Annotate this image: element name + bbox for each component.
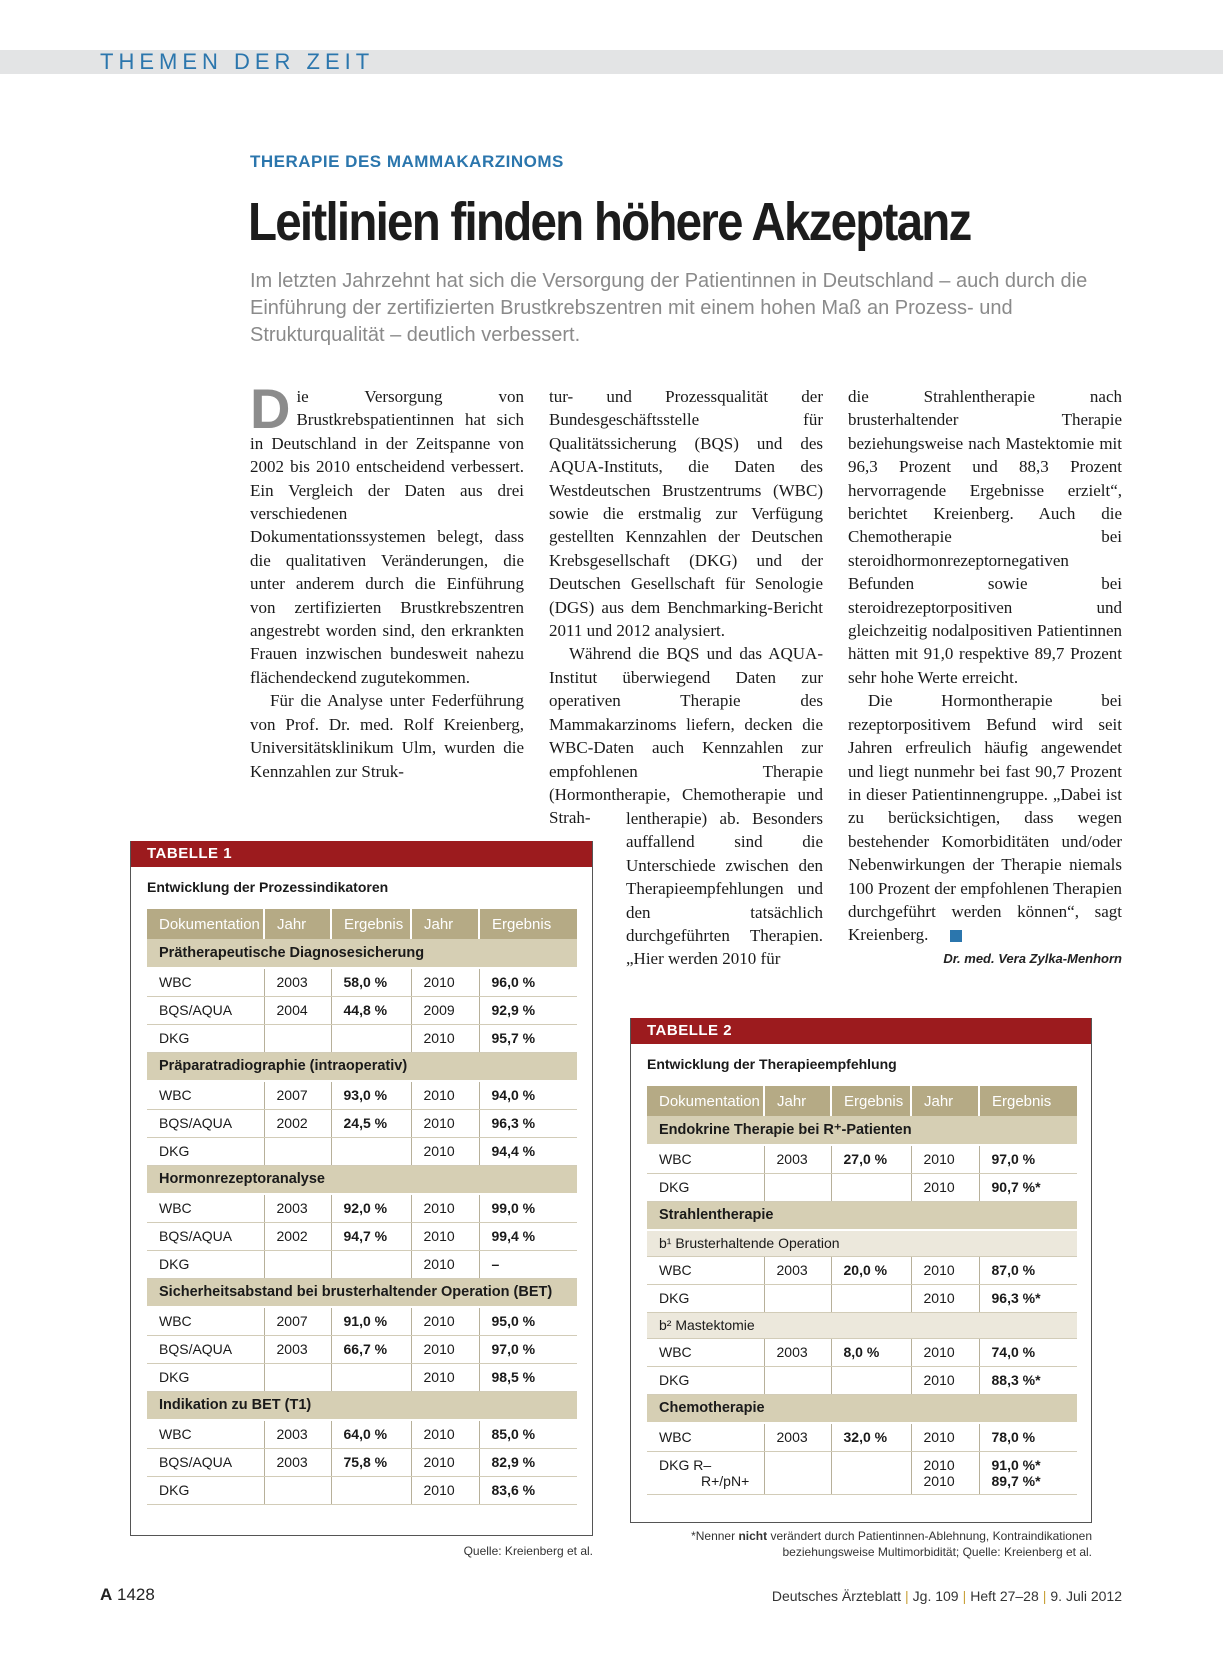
paragraph: ie Versorgung von Brustkrebspatientinnen hat sich in Deutschland in der Zeitspanne von 2002 bis 2010 entscheidend verbessert. Ein Vergleich der Daten aus drei verschiedenen Dokumentationssystemen belegt, dass die qualitativen Veränderungen, die unter anderem durch die Einführung von zertifizierten Brustkrebszentren angestrebt worden sind, den erkrankten Frauen inzwischen bundesweit nahezu flächendeckend zugutekommen. [250, 387, 524, 687]
cell-result [331, 1024, 411, 1052]
cell-result [331, 1363, 411, 1391]
article-column-1 [250, 377, 524, 783]
group-title: Sicherheitsabstand bei brusterhaltender Operation (BET) [147, 1278, 577, 1307]
cell-line: 2010 [923, 1472, 955, 1489]
cell-doc: BQS/AQUA [147, 1448, 264, 1476]
cell-year: 2004 [264, 996, 331, 1024]
cell-year: 2010 [411, 1137, 479, 1165]
table-row [647, 1423, 1077, 1451]
separator: | [905, 1588, 909, 1604]
group-row [647, 1394, 1077, 1423]
group-title: Indikation zu BET (T1) [147, 1391, 577, 1420]
cell-doc: DKG [147, 1476, 264, 1504]
cell-year: 2010 [911, 1145, 979, 1173]
cell-result [331, 1250, 411, 1278]
cell-result: 32,0 % [831, 1423, 911, 1451]
table-row [147, 1476, 577, 1504]
footnote-text: verändert durch Patientinnen-Ablehnung, Kontraindikationen [767, 1529, 1092, 1543]
paragraph-text: Die Hormontherapie bei rezeptorpositivem Befund wird seit Jahren erfreulich häufig angewendet und liegt nunmehr bei fast 90,7 Prozent in dieser Patientinnengruppe. „Dabei ist zu berücksichtigen, dass wegen bestehender Komorbiditäten und/oder Nebenwirkungen der Therapie niemals 100 Prozent der empfohlenen Therapien durchgeführt werden können“, sagt Kreienberg. [848, 691, 1122, 945]
table-source: Quelle: Kreienberg et al. [463, 1544, 593, 1558]
table-caption: Entwicklung der Therapieempfehlung [647, 1056, 897, 1072]
cell-year: 2010 [411, 1250, 479, 1278]
table-row [147, 1420, 577, 1448]
cell-doc: DKG [147, 1137, 264, 1165]
column-header: Jahr [264, 909, 331, 939]
paragraph: Für die Analyse unter Federführung von Prof. Dr. med. Rolf Kreienberg, Universitätsklinikum Ulm, wurden die Kennzahlen zur Struk- [250, 691, 524, 781]
column-header: Ergebnis [331, 909, 411, 939]
cell-result: 95,7 % [479, 1024, 577, 1052]
group-title: Chemotherapie [647, 1394, 1077, 1423]
table-row [647, 1451, 1077, 1494]
column-header: Jahr [911, 1086, 979, 1116]
data-table [647, 1086, 1077, 1495]
column-header: Jahr [764, 1086, 831, 1116]
table-row [147, 968, 577, 996]
paragraph: Während die BQS und das AQUA-Institut überwiegend Daten zur operativen Therapie des Mammakarzinoms liefern, decken die WBC-Daten auch Kennzahlen zur empfohlenen Therapie (Hormontherapie, Chemotherapie und Strah- [549, 644, 823, 828]
cell-result: 97,0 % [479, 1335, 577, 1363]
table-2 [630, 1018, 1092, 1523]
cell-result [831, 1366, 911, 1394]
cell-doc: DKG [647, 1284, 764, 1312]
cell-doc: WBC [647, 1256, 764, 1284]
footnote-line: beziehungsweise Multimorbidität; Quelle: Kreienberg et al. [782, 1545, 1092, 1559]
cell-year: 2003 [264, 1420, 331, 1448]
drop-cap: D [250, 377, 291, 440]
paragraph: die Strahlentherapie nach brusterhaltender Therapie beziehungsweise nach Mastektomie mit 96,3 Prozent und 88,3 Prozent hervorragende Ergebnisse erzielt“, berichtet Kreienberg. Auch die Chemotherapie bei steroidhormonrezeptornegativen Befunden sowie bei steroidrezeptorpositiven und gleichzeitig nodalpositiven Patientinnen hätten mit 91,0 respektive 89,7 Prozent sehr hohe Werte erreicht. [848, 387, 1122, 687]
group-row [647, 1201, 1077, 1230]
cell-result: 87,0 % [979, 1256, 1077, 1284]
cell-doc: BQS/AQUA [147, 1335, 264, 1363]
cell-result: 58,0 % [331, 968, 411, 996]
article-column-3 [848, 385, 1122, 947]
page-prefix: A [100, 1585, 113, 1604]
cell-year: 2007 [264, 1081, 331, 1109]
table-row [147, 1363, 577, 1391]
table-row [147, 1024, 577, 1052]
cell-result: 27,0 % [831, 1145, 911, 1173]
cell-result [331, 1137, 411, 1165]
header-row [647, 1086, 1077, 1116]
journal-date: 9. Juli 2012 [1050, 1588, 1122, 1604]
article-lead: Im letzten Jahrzehnt hat sich die Versorgung der Patientinnen in Deutschland – auch durch die Einführung der zertifizierten Brustkrebszentren mit einem hohen Maß an Prozess- und Strukturqualität – deutlich verbessert. [250, 270, 1088, 346]
group-title: Hormonrezeptoranalyse [147, 1165, 577, 1194]
article-title: Leitlinien finden höhere Akzeptanz [248, 192, 971, 252]
cell-result: 8,0 % [831, 1338, 911, 1366]
separator: | [1042, 1588, 1047, 1604]
cell-year: 2003 [764, 1338, 831, 1366]
group-title: Strahlentherapie [647, 1201, 1077, 1230]
cell-year: 2010 [411, 1081, 479, 1109]
cell-year: 2003 [264, 1194, 331, 1222]
column-header: Ergebnis [479, 909, 577, 939]
cell-year: 2010 [911, 1284, 979, 1312]
journal-issue: Heft 27–28 [970, 1588, 1039, 1604]
subgroup-row [647, 1312, 1077, 1338]
cell-year [764, 1366, 831, 1394]
header-row [147, 909, 577, 939]
table-row [647, 1256, 1077, 1284]
cell-result: 92,0 % [331, 1194, 411, 1222]
table-row [647, 1145, 1077, 1173]
cell-year: 2010 [411, 1307, 479, 1335]
cell-year: 2010 [911, 1423, 979, 1451]
cell-result: 74,0 % [979, 1338, 1077, 1366]
group-row [147, 1165, 577, 1194]
cell-year: 2010 [911, 1256, 979, 1284]
cell-year [911, 1451, 979, 1494]
end-mark-icon [950, 930, 962, 942]
cell-year: 2009 [411, 996, 479, 1024]
footnote-text: *Nenner [691, 1529, 739, 1543]
group-title: Endokrine Therapie bei R⁺-Patienten [647, 1116, 1077, 1145]
cell-doc: DKG [147, 1024, 264, 1052]
cell-line: 91,0 %* [991, 1456, 1041, 1473]
group-row [147, 939, 577, 968]
cell-year [764, 1451, 831, 1494]
cell-year: 2007 [264, 1307, 331, 1335]
group-row [647, 1116, 1077, 1145]
cell-result: 64,0 % [331, 1420, 411, 1448]
cell-result [831, 1451, 911, 1494]
column-header: Dokumentation [647, 1086, 764, 1116]
cell-result: 92,9 % [479, 996, 577, 1024]
article-column-2-continued [626, 807, 823, 971]
article-author: Dr. med. Vera Zylka-Menhorn [943, 951, 1122, 966]
table-row [647, 1284, 1077, 1312]
cell-result: 20,0 % [831, 1256, 911, 1284]
cell-doc: WBC [147, 1420, 264, 1448]
subgroup-row [647, 1230, 1077, 1256]
cell-doc: DKG [147, 1250, 264, 1278]
cell-year: 2010 [411, 1335, 479, 1363]
cell-result: 90,7 %* [979, 1173, 1077, 1201]
cell-line: R+/pN+ [701, 1472, 750, 1489]
cell-year [264, 1250, 331, 1278]
cell-line: 89,7 %* [991, 1472, 1041, 1489]
cell-result: 97,0 % [979, 1145, 1077, 1173]
cell-result: 83,6 % [479, 1476, 577, 1504]
table-row [147, 1222, 577, 1250]
table-row [647, 1338, 1077, 1366]
table-label: TABELLE 2 [631, 1018, 1091, 1044]
cell-year: 2010 [411, 1420, 479, 1448]
cell-doc: BQS/AQUA [147, 996, 264, 1024]
cell-doc: WBC [147, 1194, 264, 1222]
cell-doc: DKG [647, 1173, 764, 1201]
cell-year: 2010 [411, 968, 479, 996]
cell-year: 2010 [411, 1194, 479, 1222]
article-column-2 [549, 385, 823, 830]
table-row [647, 1366, 1077, 1394]
cell-year: 2010 [411, 1476, 479, 1504]
cell-result [979, 1451, 1077, 1494]
table-row [147, 1250, 577, 1278]
footnote-emphasis: nicht [738, 1529, 768, 1543]
table-row [147, 1194, 577, 1222]
cell-year [764, 1284, 831, 1312]
cell-year: 2003 [764, 1423, 831, 1451]
table-1 [130, 841, 593, 1536]
table-row [147, 1307, 577, 1335]
cell-doc: DKG [647, 1366, 764, 1394]
cell-result: 44,8 % [331, 996, 411, 1024]
cell-year: 2010 [411, 1448, 479, 1476]
paragraph: tur- und Prozessqualität der Bundesgeschäftsstelle für Qualitätssicherung (BQS) und des AQUA-Instituts, die Daten des Westdeutschen Brustzentrums (WBC) sowie die erstmalig zur Verfügung gestellten Kennzahlen der Deutschen Krebsgesellschaft (DKG) und der Deutschen Gesellschaft für Senologie (DGS) aus dem Benchmarking-Bericht 2011 und 2012 analysiert. [549, 387, 823, 641]
group-title: Prätherapeutische Diagnosesicherung [147, 939, 577, 968]
cell-result: 66,7 % [331, 1335, 411, 1363]
cell-result [831, 1284, 911, 1312]
cell-result: 78,0 % [979, 1423, 1077, 1451]
cell-year: 2010 [911, 1173, 979, 1201]
group-title: Präparatradiographie (intraoperativ) [147, 1052, 577, 1081]
cell-result: 95,0 % [479, 1307, 577, 1335]
cell-doc: BQS/AQUA [147, 1222, 264, 1250]
cell-year: 2003 [264, 1448, 331, 1476]
cell-doc: BQS/AQUA [147, 1109, 264, 1137]
cell-year [264, 1363, 331, 1391]
journal-name: Deutsches Ärzteblatt [771, 1588, 902, 1604]
column-header: Jahr [411, 909, 479, 939]
cell-doc: WBC [147, 1307, 264, 1335]
section-title: THEMEN DER ZEIT [100, 49, 375, 74]
cell-doc: WBC [147, 968, 264, 996]
cell-year [764, 1173, 831, 1201]
cell-result: 96,3 %* [979, 1284, 1077, 1312]
cell-year [264, 1137, 331, 1165]
table-row [147, 1081, 577, 1109]
column-header: Ergebnis [979, 1086, 1077, 1116]
cell-result: 99,4 % [479, 1222, 577, 1250]
paragraph: lentherapie) ab. Besonders auffallend sind die Unterschiede zwischen den Therapieempfehlungen und den tatsächlich durchgeführten Therapien. „Hier werden 2010 für [626, 809, 823, 969]
article-kicker: THERAPIE DES MAMMAKARZINOMS [250, 152, 564, 171]
separator: | [962, 1588, 967, 1604]
cell-result [331, 1476, 411, 1504]
cell-year: 2003 [264, 1335, 331, 1363]
cell-doc: WBC [147, 1081, 264, 1109]
cell-year: 2010 [411, 1024, 479, 1052]
cell-year: 2010 [911, 1366, 979, 1394]
group-row [147, 1391, 577, 1420]
journal-volume: Jg. 109 [912, 1588, 959, 1604]
data-table [147, 909, 577, 1505]
cell-year: 2010 [411, 1222, 479, 1250]
subgroup-title: b¹ Brusterhaltende Operation [647, 1230, 1077, 1256]
cell-doc: DKG [147, 1363, 264, 1391]
table-label: TABELLE 1 [131, 841, 592, 867]
footnote-line [630, 1528, 1092, 1544]
cell-year [264, 1024, 331, 1052]
cell-line: 2010 [923, 1456, 955, 1473]
cell-year: 2003 [764, 1256, 831, 1284]
cell-result: 94,4 % [479, 1137, 577, 1165]
cell-result: 94,0 % [479, 1081, 577, 1109]
cell-result [831, 1173, 911, 1201]
cell-doc: WBC [647, 1338, 764, 1366]
group-row [147, 1278, 577, 1307]
cell-result: 24,5 % [331, 1109, 411, 1137]
cell-result: 98,5 % [479, 1363, 577, 1391]
cell-result: 96,3 % [479, 1109, 577, 1137]
cell-year: 2010 [411, 1109, 479, 1137]
group-row [147, 1052, 577, 1081]
cell-result: 88,3 %* [979, 1366, 1077, 1394]
cell-year: 2003 [764, 1145, 831, 1173]
cell-year: 2003 [264, 968, 331, 996]
cell-year [264, 1476, 331, 1504]
table-row [147, 1109, 577, 1137]
cell-result: 82,9 % [479, 1448, 577, 1476]
cell-result: 96,0 % [479, 968, 577, 996]
table-row [147, 1448, 577, 1476]
cell-year: 2002 [264, 1109, 331, 1137]
cell-line: DKG R– [659, 1456, 712, 1473]
cell-result: 93,0 % [331, 1081, 411, 1109]
column-header: Ergebnis [831, 1086, 911, 1116]
cell-year: 2010 [911, 1338, 979, 1366]
table-row [147, 1137, 577, 1165]
cell-result: 75,8 % [331, 1448, 411, 1476]
column-header: Dokumentation [147, 909, 264, 939]
cell-doc: WBC [647, 1145, 764, 1173]
cell-result: 85,0 % [479, 1420, 577, 1448]
subgroup-title: b² Mastektomie [647, 1312, 1077, 1338]
footer-meta [700, 1588, 1122, 1604]
paragraph [848, 689, 1122, 946]
table-row [147, 996, 577, 1024]
page-number-value: 1428 [117, 1585, 155, 1604]
cell-result: – [479, 1250, 577, 1278]
cell-result: 91,0 % [331, 1307, 411, 1335]
table-caption: Entwicklung der Prozessindikatoren [147, 879, 389, 895]
cell-result: 94,7 % [331, 1222, 411, 1250]
cell-doc: WBC [647, 1423, 764, 1451]
page-number [100, 1585, 155, 1605]
table-row [647, 1173, 1077, 1201]
cell-doc [647, 1451, 764, 1494]
cell-year: 2010 [411, 1363, 479, 1391]
table-footnote [630, 1528, 1092, 1560]
cell-result: 99,0 % [479, 1194, 577, 1222]
table-row [147, 1335, 577, 1363]
cell-year: 2002 [264, 1222, 331, 1250]
